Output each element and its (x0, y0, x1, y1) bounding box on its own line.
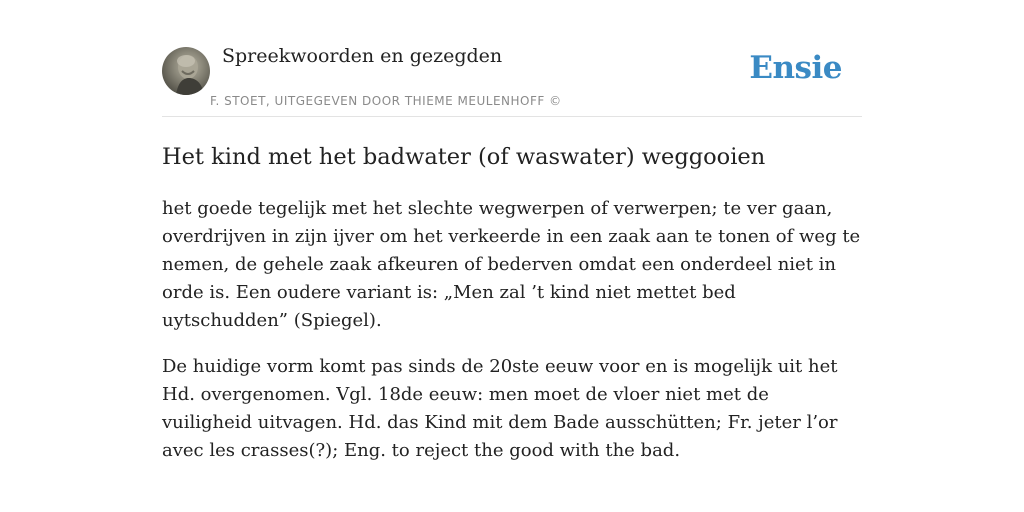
entry-title: Het kind met het badwater (of waswater) weggooien (162, 144, 766, 170)
header (162, 0, 862, 117)
source-title[interactable]: Spreekwoorden en gezegden (222, 45, 503, 67)
ensie-logo[interactable]: Ensie (749, 50, 842, 86)
source-subtitle: F. STOET, UITGEGEVEN DOOR THIEME MEULENHOFF © (210, 94, 562, 108)
author-portrait-icon[interactable] (162, 47, 210, 95)
entry-paragraph: het goede tegelijk met het slechte wegwerpen of verwerpen; te ver gaan, overdrijven in zijn ijver om het verkeerde in een zaak aan te tonen of weg te nemen, de gehele zaak afkeuren of bederven omdat een onderdeel niet in orde is. Een oudere variant is: „Men zal ’t kind niet mettet bed uytschudden” (Spiegel). (162, 198, 861, 331)
entry-paragraph: De huidige vorm komt pas sinds de 20ste eeuw voor en is mogelijk uit het Hd. overgenomen. Vgl. 18de eeuw: men moet de vloer niet met de vuiligheid uitvagen. Hd. das Kind mit dem Bade ausschütten; Fr. jeter l’or avec les crasses(?); Eng. to reject the good with the bad. (162, 356, 838, 461)
page (162, 0, 862, 512)
